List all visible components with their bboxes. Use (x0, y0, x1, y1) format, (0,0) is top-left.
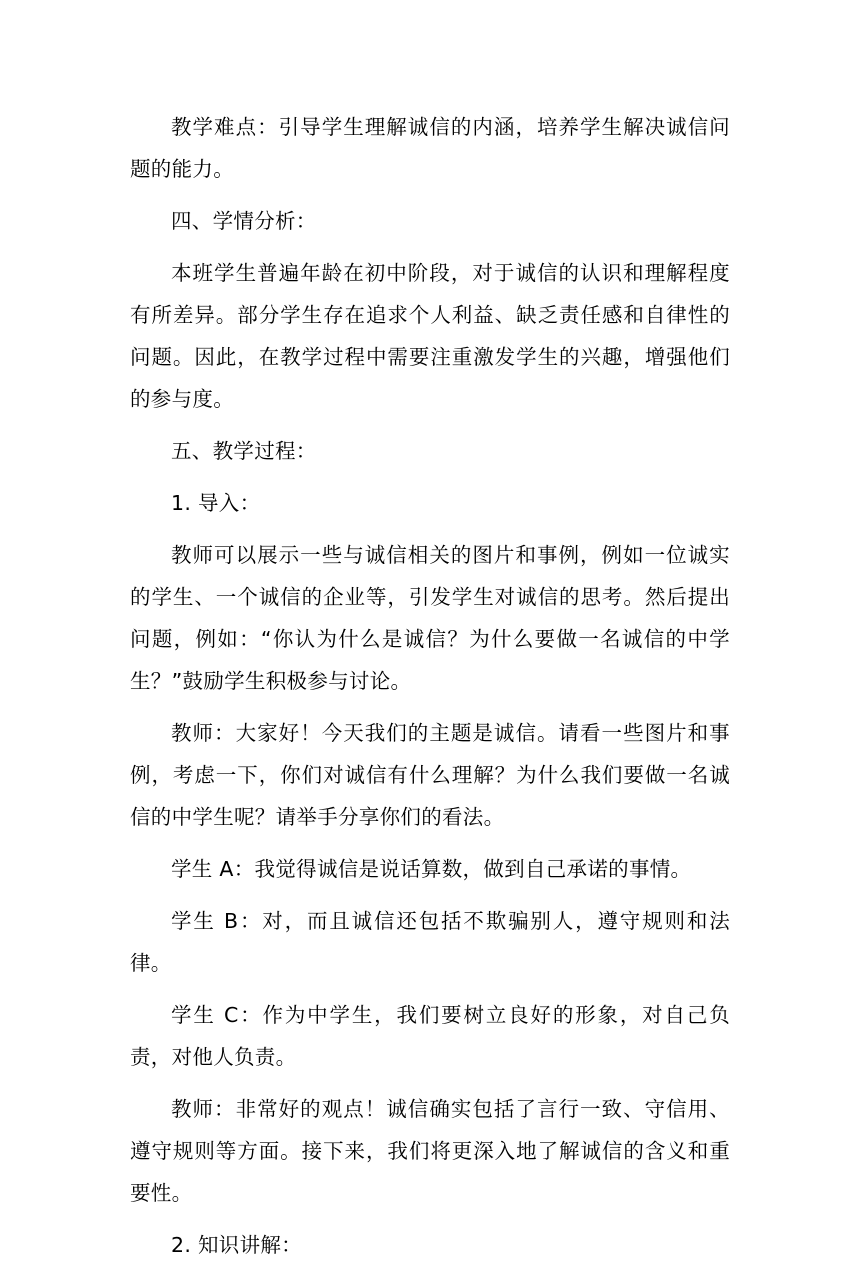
paragraph-student-analysis: 本班学生普遍年龄在初中阶段，对于诚信的认识和理解程度有所差异。部分学生存在追求个人利益、缺乏责任感和自律性的问题。因此，在教学过程中需要注重激发学生的兴趣，增强他们的参与度。 (130, 261, 730, 411)
paragraph-teacher-summary: 教师：非常好的观点！诚信确实包括了言行一致、守信用、遵守规则等方面。接下来，我们将更深入地了解诚信的含义和重要性。 (130, 1097, 730, 1205)
paragraph-student-b: 学生 B：对，而且诚信还包括不欺骗别人，遵守规则和法律。 (130, 909, 730, 975)
subheading-knowledge-explanation: 2. 知识讲解： (171, 1233, 302, 1257)
heading-student-analysis: 四、学情分析： (171, 209, 317, 233)
paragraph-student-a: 学生 A：我觉得诚信是说话算数，做到自己承诺的事情。 (171, 857, 692, 881)
paragraph-teacher-opening: 教师：大家好！今天我们的主题是诚信。请看一些图片和事例，考虑一下，你们对诚信有什么理解？为什么我们要做一名诚信的中学生呢？请举手分享你们的看法。 (130, 721, 730, 829)
heading-teaching-process: 五、教学过程： (171, 439, 317, 463)
paragraph-student-c: 学生 C：作为中学生，我们要树立良好的形象，对自己负责，对他人负责。 (130, 1003, 730, 1069)
paragraph-introduction: 教师可以展示一些与诚信相关的图片和事例，例如一位诚实的学生、一个诚信的企业等，引发学生对诚信的思考。然后提出问题，例如：“你认为什么是诚信？为什么要做一名诚信的中学生？”鼓励学生积极参与讨论。 (130, 543, 730, 693)
paragraph-teaching-difficulty: 教学难点：引导学生理解诚信的内涵，培养学生解决诚信问题的能力。 (130, 115, 730, 181)
document-body (130, 106, 730, 1276)
subheading-introduction: 1. 导入： (171, 491, 261, 515)
